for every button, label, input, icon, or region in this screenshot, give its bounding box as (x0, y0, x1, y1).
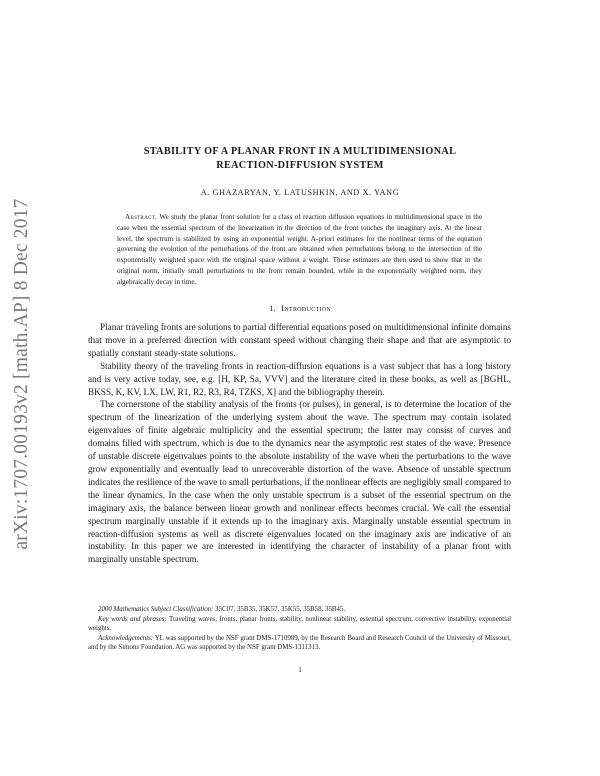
body-text (88, 321, 511, 566)
footnote-ack-label: Acknowledgements: (98, 634, 154, 642)
footnote-keywords (88, 615, 511, 634)
section-title: Introduction (281, 303, 332, 313)
footnote-msc-text: 35C07, 35B35, 35K57, 35K55, 35B58, 35B45. (215, 606, 346, 613)
footnote-keywords-text: Traveling waves, fronts, planar fronts, stability, nonlinear stability, essential spectrum, convective instability, exponential weights. (88, 615, 511, 633)
footnote-msc-label: 2000 Mathematics Subject Classification: (98, 606, 214, 613)
paragraph: The cornerstone of the stability analysis of the fronts (or pulses), in general, is to determine the location of the spectrum of the linearization of the underlying system about the wave. The spectrum may contain isolated eigenvalues of finite algebraic multiplicity and the essential spectrum; the latter may consist of curves and domains filled with spectrum, which is due to the dynamics near the asymptotic rest states of the wave. Presence of unstable discrete eigenvalues points to the absolute instability of the wave when the perturbations to the wave grow exponentially and eventually lead to unrecoverable distortion of the wave. Absence of unstable spectrum indicates the resilience of the wave to small perturbations, if the nonlinear effects are negligibly small compared to the linear dynamics. In the case when the only unstable spectrum is a subset of the essential spectrum on the imaginary axis, the balance between linear growth and nonlinear effects becomes crucial. We call the essential spectrum marginally unstable if it extends up to the imaginary axis. Marginally unstable essential spectrum in reaction-diffusion systems as well as discrete eigenvalues located on the imaginary axis are indicative of an instability. In this paper we are interested in identifying the character of instability of a planar front with marginally unstable spectrum. (88, 399, 511, 565)
abstract (117, 212, 482, 288)
paper-title (90, 145, 510, 173)
title-line-2: REACTION-DIFFUSION SYSTEM (216, 160, 384, 171)
footnote-ack-text: YL was supported by the NSF grant DMS-1710989, by the Research Board and Research Council of the University of Missouri, and by the Simons Foundation. AG was supported by the NSF grant DMS-1311313. (88, 634, 511, 652)
page-number: 1 (298, 666, 302, 674)
footnotes (88, 605, 511, 653)
abstract-text: We study the planar front solution for a class of reaction diffusion equations in multidimensional space in the case when the essential spectrum of the linearization in the direction of the front touches the imaginary axis. At the linear level, the spectrum is stabilized by using an exponential weight. A-priori estimates for the nonlinear terms of the equation governing the evolution of the perturbations of the front are obtained when perturbations belong to the intersection of the exponentially weighted space with the original space without a weight. These estimates are then used to show that in the original norm, initially small perturbations to the front remain bounded, while in the exponentially weighted norm, they algebraically decay in time. (117, 213, 483, 286)
paragraph: Stability theory of the traveling fronts in reaction-diffusion equations is a vast subject that has a long history and is very active today, see, e.g. [H, KP, Sa, VVV] and the literature cited in these books, as well as [BGHL, BKSS, K, KV, LX, LW, R1, R2, R3, R4, TZKS, X] and the bibliography therein. (88, 360, 511, 397)
section-number: 1. (268, 303, 277, 313)
footnote-acknowledgements (88, 634, 511, 653)
abstract-heading: Abstract. (125, 213, 158, 221)
authors: A. GHAZARYAN, Y. LATUSHKIN, AND X. YANG (200, 188, 400, 197)
footnote-keywords-label: Key words and phrases: (98, 615, 167, 623)
title-line-1: STABILITY OF A PLANAR FRONT IN A MULTIDIMENSIONAL (143, 146, 457, 157)
arxiv-id: arXiv:1707.00193v2 [math.AP] 8 Dec 2017 (11, 198, 32, 550)
section-heading (90, 303, 510, 313)
footnote-msc (88, 605, 511, 615)
paragraph: Planar traveling fronts are solutions to partial differential equations posed on multidimensional infinite domains that move in a preferred direction with constant speed without changing their shape and that are asymptotic to spatially constant steady-state solutions. (88, 322, 511, 358)
arxiv-sidebar-stamp (4, 178, 40, 570)
